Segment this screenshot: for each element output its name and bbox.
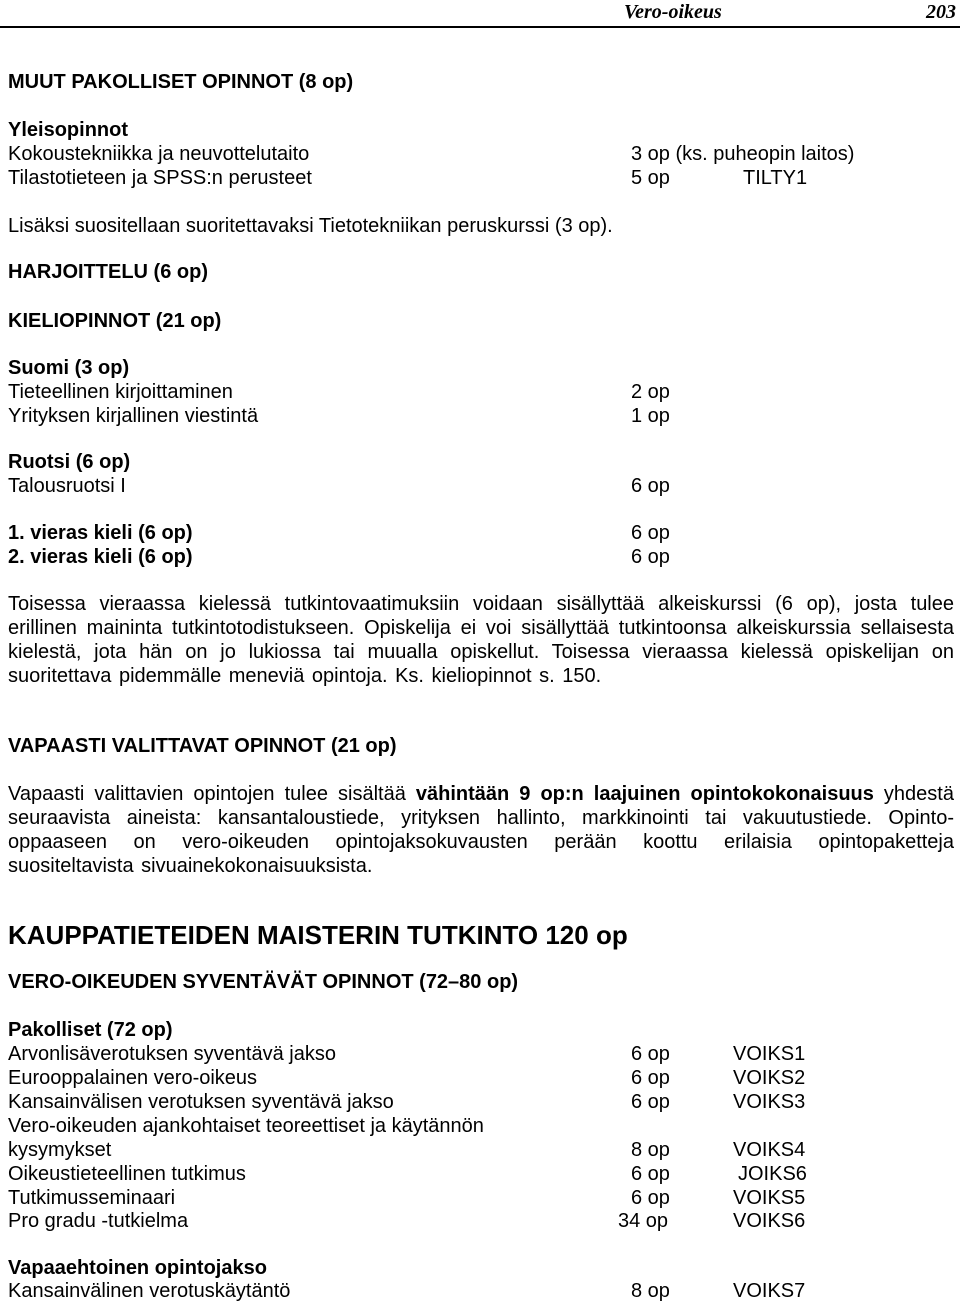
section-heading-muut: MUUT PAKOLLISET OPINNOT (8 op) — [8, 71, 354, 93]
course-name: Kokoustekniikka ja neuvottelutaito — [8, 143, 310, 165]
course-name: Tilastotieteen ja SPSS:n perusteet — [8, 167, 312, 189]
course-name: 1. vieras kieli (6 op) — [8, 522, 193, 544]
course-credits: 6 op — [631, 1187, 670, 1209]
course-name: Tieteellinen kirjoittaminen — [8, 381, 233, 403]
page-number: 203 — [926, 1, 956, 23]
course-code: VOIKS7 — [733, 1280, 806, 1302]
running-title: Vero-oikeus — [624, 1, 722, 23]
course-name: Talousruotsi I — [8, 475, 126, 497]
section-heading-harjoittelu: HARJOITTELU (6 op) — [8, 261, 208, 283]
page-header — [0, 0, 960, 28]
subheading-pakolliset: Pakolliset (72 op) — [8, 1019, 173, 1041]
course-code: VOIKS3 — [733, 1091, 806, 1113]
course-name: Kansainvälinen verotuskäytäntö — [8, 1280, 291, 1302]
section-heading-vapaasti: VAPAASTI VALITTAVAT OPINNOT (21 op) — [8, 735, 397, 757]
course-code: JOIKS6 — [738, 1163, 807, 1185]
course-name: kysymykset — [8, 1139, 112, 1161]
course-code: VOIKS1 — [733, 1043, 806, 1065]
subheading-yleisopinnot: Yleisopinnot — [8, 119, 128, 141]
course-credits: 1 op — [631, 405, 670, 427]
section-heading-kieliopinnot: KIELIOPINNOT (21 op) — [8, 310, 222, 332]
recommendation-note: Lisäksi suositellaan suoritettavaksi Tietotekniikan peruskurssi (3 op). — [8, 215, 613, 237]
course-name: Arvonlisäverotuksen syventävä jakso — [8, 1043, 336, 1065]
course-credits: 6 op — [631, 546, 670, 568]
course-credits: 6 op — [631, 1091, 670, 1113]
course-name: Pro gradu -tutkielma — [8, 1210, 189, 1232]
course-credits: 5 op — [631, 167, 670, 189]
section-heading-syventavat: VERO-OIKEUDEN SYVENTÄVÄT OPINNOT (72–80 op) — [8, 971, 519, 993]
elective-text-start: Vapaasti valittavien opintojen tulee sisältää — [8, 783, 416, 805]
course-name: 2. vieras kieli (6 op) — [8, 546, 193, 568]
course-credits: 8 op — [631, 1280, 670, 1302]
subheading-vapaaehtoinen: Vapaaehtoinen opintojakso — [8, 1257, 267, 1279]
course-code: VOIKS5 — [733, 1187, 806, 1209]
course-code: TILTY1 — [743, 167, 808, 189]
course-name: Yrityksen kirjallinen viestintä — [8, 405, 259, 427]
course-credits: 6 op — [631, 1163, 670, 1185]
subheading-suomi: Suomi (3 op) — [8, 357, 130, 379]
course-credits: 2 op — [631, 381, 670, 403]
course-name: Tutkimusseminaari — [8, 1187, 176, 1209]
course-name: Oikeustieteellinen tutkimus — [8, 1163, 246, 1185]
course-name: Kansainvälisen verotuksen syventävä jakso — [8, 1091, 394, 1113]
course-name: Eurooppalainen vero-oikeus — [8, 1067, 258, 1089]
course-credits: 34 op — [618, 1210, 669, 1232]
course-code: VOIKS4 — [733, 1139, 806, 1161]
course-credits: 6 op — [631, 522, 670, 544]
degree-title: KAUPPATIETEIDEN MAISTERIN TUTKINTO 120 op — [8, 920, 628, 950]
course-credits: 8 op — [631, 1139, 670, 1161]
course-code: VOIKS2 — [733, 1067, 806, 1089]
header-rule — [0, 26, 960, 28]
language-paragraph: Toisessa vieraassa kielessä tutkintovaatimuksiin voidaan sisällyttää alkeiskurssi (6 op), josta tulee erillinen maininta tutkintotodistukseen. Opiskelija ei voi sisällyttää tutkintoonsa alkeiskurssia sellaisesta kielestä, jota hän on jo lukiossa tai muualla opiskellut. Toisessa vieraassa kielessä opiskelijan on suoritettava pidemmälle meneviä opintoja. Ks. kieliopinnot s. 150. — [8, 593, 954, 687]
subheading-ruotsi: Ruotsi (6 op) — [8, 451, 131, 473]
course-credits: 6 op — [631, 475, 670, 497]
elective-text-end: yhdestä seuraavista aineista: kansantaloustiede, yrityksen hallinto, markkinointi tai vakuutustiede. Opinto-oppaaseen on vero-oikeuden opintojaksokuvausten perään koottu erilaisia opintopaketteja suositeltavista sivuainekokonaisuuksista. — [8, 783, 954, 877]
elective-text-emphasis: vähintään 9 op:n laajuinen opintokokonaisuus — [415, 783, 874, 805]
course-credits: 6 op — [631, 1067, 670, 1089]
elective-paragraph — [8, 782, 954, 878]
course-credits: 3 op (ks. puheopin laitos) — [631, 143, 855, 165]
course-name: Vero-oikeuden ajankohtaiset teoreettiset ja käytännön — [8, 1115, 484, 1137]
course-code: VOIKS6 — [733, 1210, 806, 1232]
course-credits: 6 op — [631, 1043, 670, 1065]
